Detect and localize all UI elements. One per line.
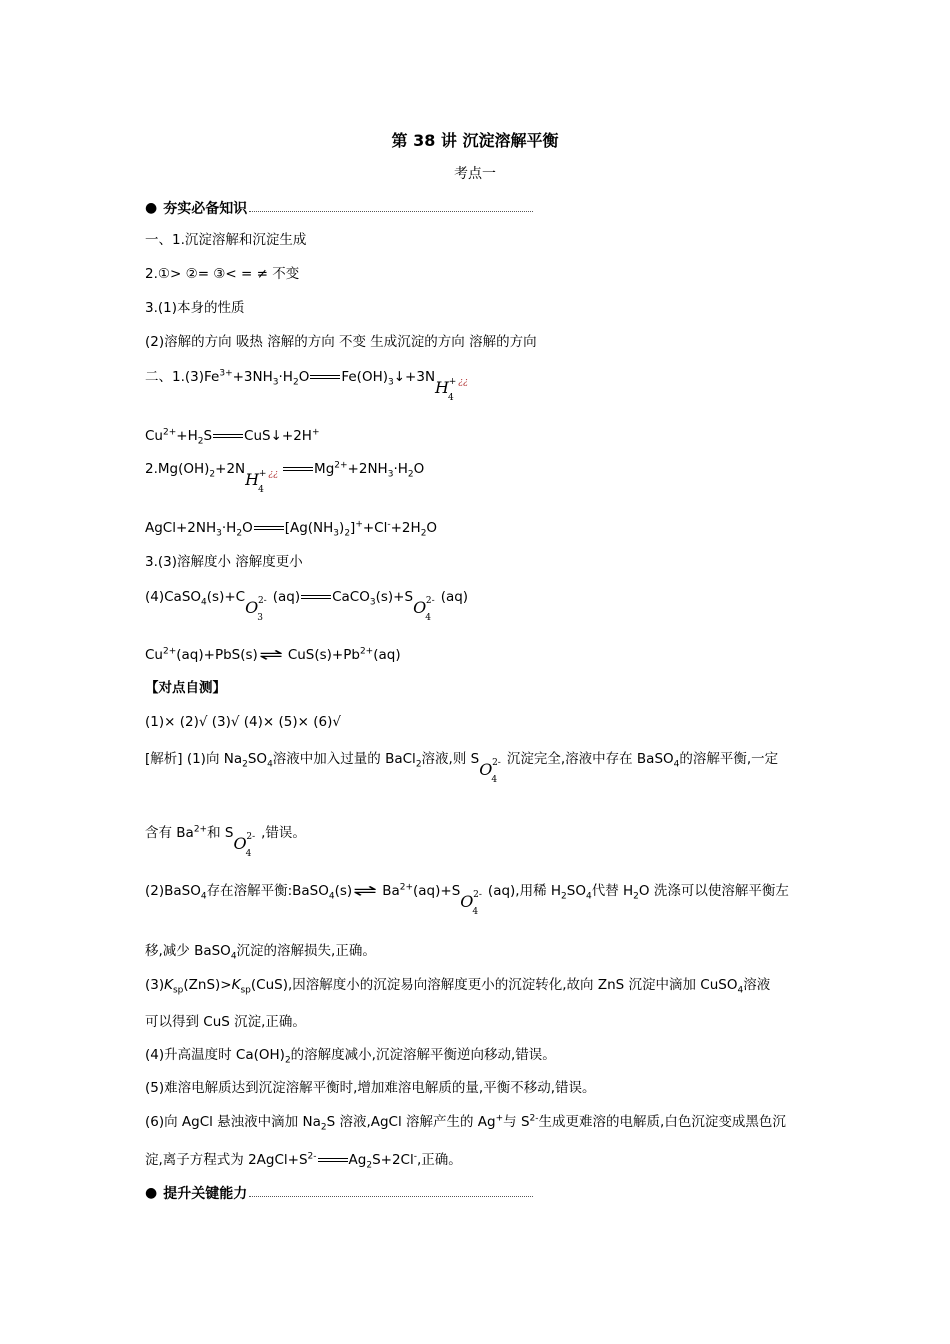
sulfate-ion: $O_4^{2-}$ <box>460 890 482 917</box>
explanation-6-cont: 淀,离子方程式为 $2AgCl+S^{2-}$ $Ag_2S+2Cl^-$,正确。 <box>145 1151 462 1171</box>
answer-line: 2.①> ②= ③< = ≠ 不变 <box>145 266 300 282</box>
dotted-rule <box>249 211 533 212</box>
equals-arrow <box>213 434 243 438</box>
explanation-6: (6)向 AgCl 悬浊液中滴加 $Na_2S$ 溶液,AgCl 溶解产生的 Ag+与 $S^{2-}$生成更难溶的电解质,白色沉淀变成黑色沉 <box>145 1113 786 1133</box>
explanation-2-cont: 移,减少 BaSO$_4$沉淀的溶解损失,正确。 <box>145 943 376 962</box>
explanation-4: (4)升高温度时 $Ca(OH)_2$的溶解度减小,沉淀溶解平衡逆向移动,错误。 <box>145 1047 556 1066</box>
page-subtitle: 考点一 <box>454 166 496 182</box>
equation-cu: $Cu^{2+}+H_2S$ CuS↓+2H+ <box>145 427 320 447</box>
explanation-2: (2)BaSO$_4$存在溶解平衡:BaSO$_4$(s)⇌ $Ba^{2+}(aq)+SO_4^{2-}$ (aq),用稀 $H_2SO_4$代替 $H_2O$ 洗涤可以使溶解平衡左 <box>145 880 789 903</box>
section-header-ability <box>145 1183 533 1203</box>
answer-line: (2)溶解的方向 吸热 溶解的方向 不变 生成沉淀的方向 溶解的方向 <box>145 334 537 350</box>
explanation-1-cont: 含有 $Ba^{2+}$和 $SO_4^{2-}$ ,错误。 <box>145 824 306 859</box>
page-title: 第 38 讲 沉淀溶解平衡 <box>391 131 559 150</box>
equals-arrow <box>283 467 313 471</box>
self-test-heading: 【对点自测】 <box>145 680 226 696</box>
sulfate-ion: $O_4^{2-}$ <box>413 596 435 623</box>
equals-arrow <box>318 1158 348 1162</box>
equals-arrow <box>310 375 340 379</box>
ammonium-ion: $H_4^+$ ¿¿ <box>245 469 279 495</box>
self-test-answers: (1)× (2)√ (3)√ (4)× (5)× (6)√ <box>145 714 341 730</box>
equation-agcl: $AgCl+2NH_3\cdot H_2O$ $[Ag(NH_3)_2]^++Cl^-+2H_2O$ <box>145 519 438 539</box>
answer-line: 3.(1)本身的性质 <box>145 300 245 316</box>
explanation-1: [解析] (1)向 $Na_2SO_4$溶液中加入过量的 BaCl$_2$溶液,则 $SO_4^{2-}$ 沉淀完全,溶液中存在 BaSO$_4$的溶解平衡,一定 <box>145 751 779 785</box>
equation-mg: $2.Mg(OH)_2+2NH_4^+$ ¿¿ $Mg^{2+}+2NH_3\cdot H_2O$ <box>145 460 425 495</box>
section-label: 夯实必备知识 <box>163 201 248 217</box>
sulfate-ion: $O_4^{2-}$ <box>479 758 501 785</box>
section-label: 提升关键能力 <box>163 1186 248 1202</box>
equation-pbs: $Cu^{2+}(aq)+PbS(s)\rightleftharpoons$ $CuS(s)+Pb^{2+}(aq)$ <box>145 645 401 665</box>
answer-line: 3.(3)溶解度小 溶解度更小 <box>145 554 303 570</box>
bullet-icon: ● <box>145 200 158 216</box>
answer-line: 一、1.沉淀溶解和沉淀生成 <box>145 232 307 248</box>
equals-arrow <box>301 595 331 599</box>
sulfate-ion: $O_4^{2-}$ <box>233 832 256 859</box>
explanation-5: (5)难溶电解质达到沉淀溶解平衡时,增加难溶电解质的量,平衡不移动,错误。 <box>145 1080 596 1096</box>
bullet-icon: ● <box>145 1185 158 1201</box>
equation-fe: 二、$1.(3)Fe^{3+}+3NH_3\cdot H_2O$ $Fe(OH)_3↓+3NH_4^+$ ¿¿ <box>145 366 472 389</box>
equilibrium-arrow <box>259 652 287 658</box>
ammonium-ion: $H_4^+$ ¿¿ <box>435 377 468 403</box>
equation-caso4: $(4)CaSO_4(s)+CO_3^{2-}$ (aq) $CaCO_3(s)+SO_4^{2-}$ (aq) <box>145 589 469 623</box>
dotted-rule <box>249 1196 533 1197</box>
section-header-basics <box>145 198 533 218</box>
explanation-3-cont: 可以得到 CuS 沉淀,正确。 <box>145 1014 306 1030</box>
equals-arrow <box>254 526 284 530</box>
carbonate-ion: $O_3^{2-}$ <box>245 596 267 623</box>
equilibrium-arrow <box>353 888 381 894</box>
explanation-3: $(3)K_{sp}(ZnS)>K_{sp}(CuS)$,因溶解度小的沉淀易向溶解度更小的沉淀转化,故向 ZnS 沉淀中滴加 CuSO$_4$溶液 <box>145 977 771 996</box>
